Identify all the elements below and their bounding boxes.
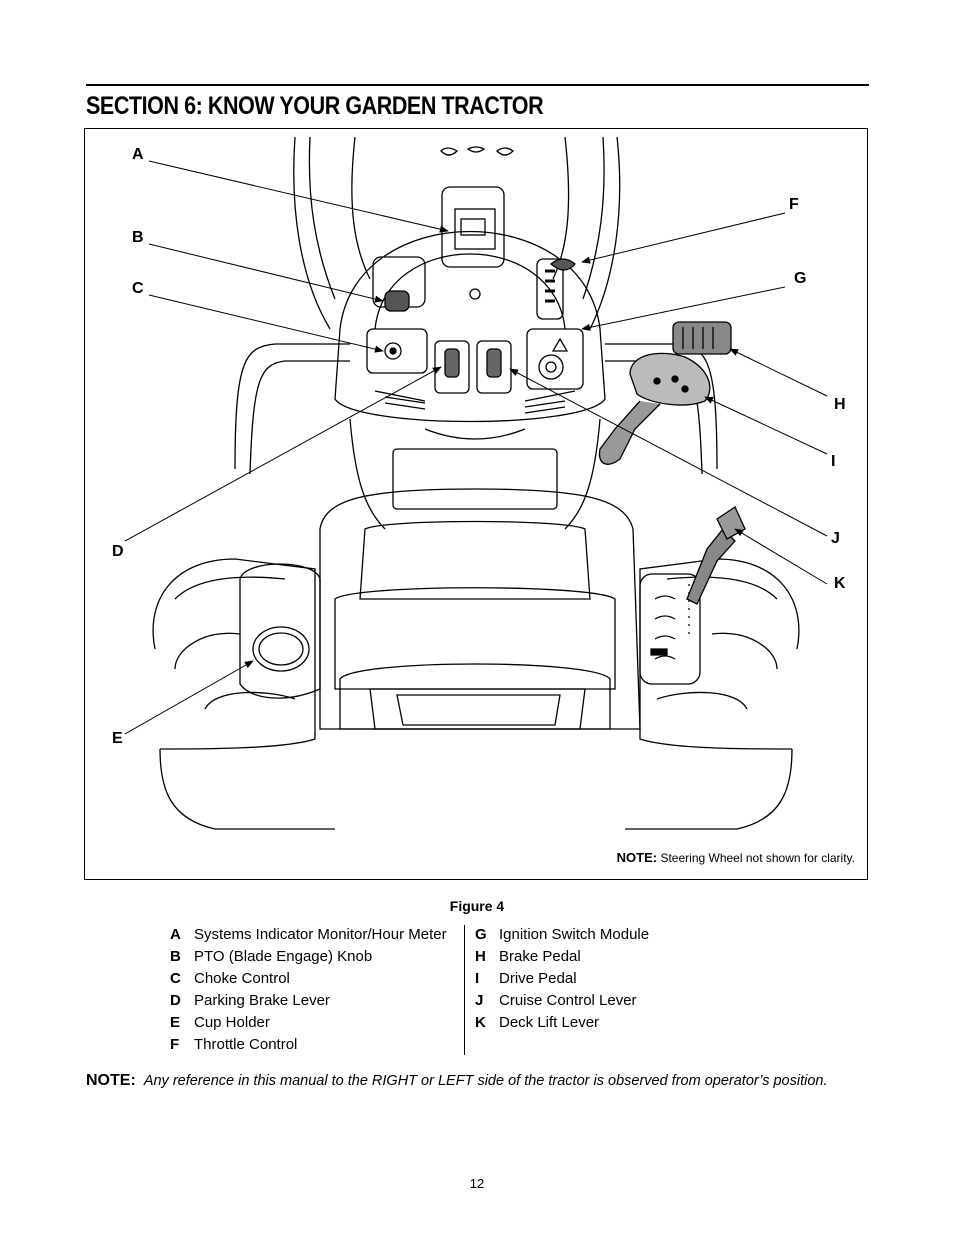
cup-holder	[240, 564, 320, 698]
legend-letter: F	[170, 1036, 180, 1053]
legend-item	[475, 969, 735, 991]
callout-J: J	[831, 530, 840, 547]
seat	[320, 489, 640, 729]
legend-letter: B	[170, 948, 181, 965]
figure-note-label: NOTE:	[616, 850, 658, 865]
legend-letter: C	[170, 970, 181, 987]
figure-caption: Figure 4	[449, 898, 505, 914]
legend-item	[475, 925, 735, 947]
legend-item	[170, 1013, 464, 1035]
legend-text: Choke Control	[194, 970, 290, 987]
legend-letter: E	[170, 1014, 181, 1031]
legend-text: Cruise Control Lever	[499, 992, 637, 1009]
legend-text: Brake Pedal	[499, 948, 581, 965]
legend-text: Parking Brake Lever	[194, 992, 330, 1009]
figure-4-frame	[84, 128, 868, 880]
legend-text: Deck Lift Lever	[499, 1014, 600, 1031]
brake-pedal	[673, 322, 731, 354]
legend-letter: I	[475, 970, 480, 987]
legend-item	[170, 1035, 464, 1057]
legend-letter: G	[475, 926, 487, 943]
legend-item	[170, 925, 464, 947]
callout-K: K	[834, 575, 846, 592]
legend-letter: K	[475, 1014, 486, 1031]
hood-outline	[294, 137, 620, 329]
callout-B: B	[132, 229, 144, 246]
legend-letter: A	[170, 926, 181, 943]
tractor-diagram	[85, 129, 868, 880]
section-title: SECTION 6: KNOW YOUR GARDEN TRACTOR	[86, 92, 544, 120]
legend-item	[475, 1013, 735, 1035]
legend-right-column	[475, 925, 735, 1035]
legend-text: Ignition Switch Module	[499, 926, 650, 943]
callout-C: C	[132, 280, 144, 297]
callout-E: E	[112, 730, 123, 747]
top-rule	[86, 84, 869, 86]
legend-text: PTO (Blade Engage) Knob	[194, 948, 373, 965]
callout-leaders	[125, 161, 827, 734]
legend-letter: J	[475, 992, 484, 1009]
dashboard	[335, 187, 605, 422]
legend-letter: D	[170, 992, 181, 1009]
operator-note	[86, 1072, 828, 1090]
page-number: 12	[469, 1176, 485, 1191]
legend-item	[475, 947, 735, 969]
callout-H: H	[834, 396, 846, 413]
callout-D: D	[112, 543, 124, 560]
column	[350, 419, 600, 529]
callout-I: I	[831, 453, 836, 470]
legend-item	[170, 969, 464, 991]
note-label: NOTE:	[86, 1072, 136, 1089]
drive-pedal	[599, 353, 709, 464]
deck-lift-lever	[687, 507, 745, 604]
legend-item	[475, 991, 735, 1013]
legend-text: Cup Holder	[194, 1014, 270, 1031]
legend-text: Drive Pedal	[499, 970, 577, 987]
legend-item	[170, 947, 464, 969]
note-text: Any reference in this manual to the RIGHT or LEFT side of the tractor is observed from operator’s position.	[143, 1073, 828, 1089]
legend-letter: H	[475, 948, 486, 965]
figure-note	[617, 850, 855, 865]
legend-text: Systems Indicator Monitor/Hour Meter	[194, 926, 447, 943]
callout-A: A	[132, 146, 144, 163]
callout-G: G	[794, 270, 807, 287]
legend-text: Throttle Control	[194, 1036, 298, 1053]
legend-item	[170, 991, 464, 1013]
callout-F: F	[789, 196, 799, 213]
legend-left-column	[170, 925, 465, 1055]
figure-note-text: Steering Wheel not shown for clarity.	[660, 851, 855, 865]
